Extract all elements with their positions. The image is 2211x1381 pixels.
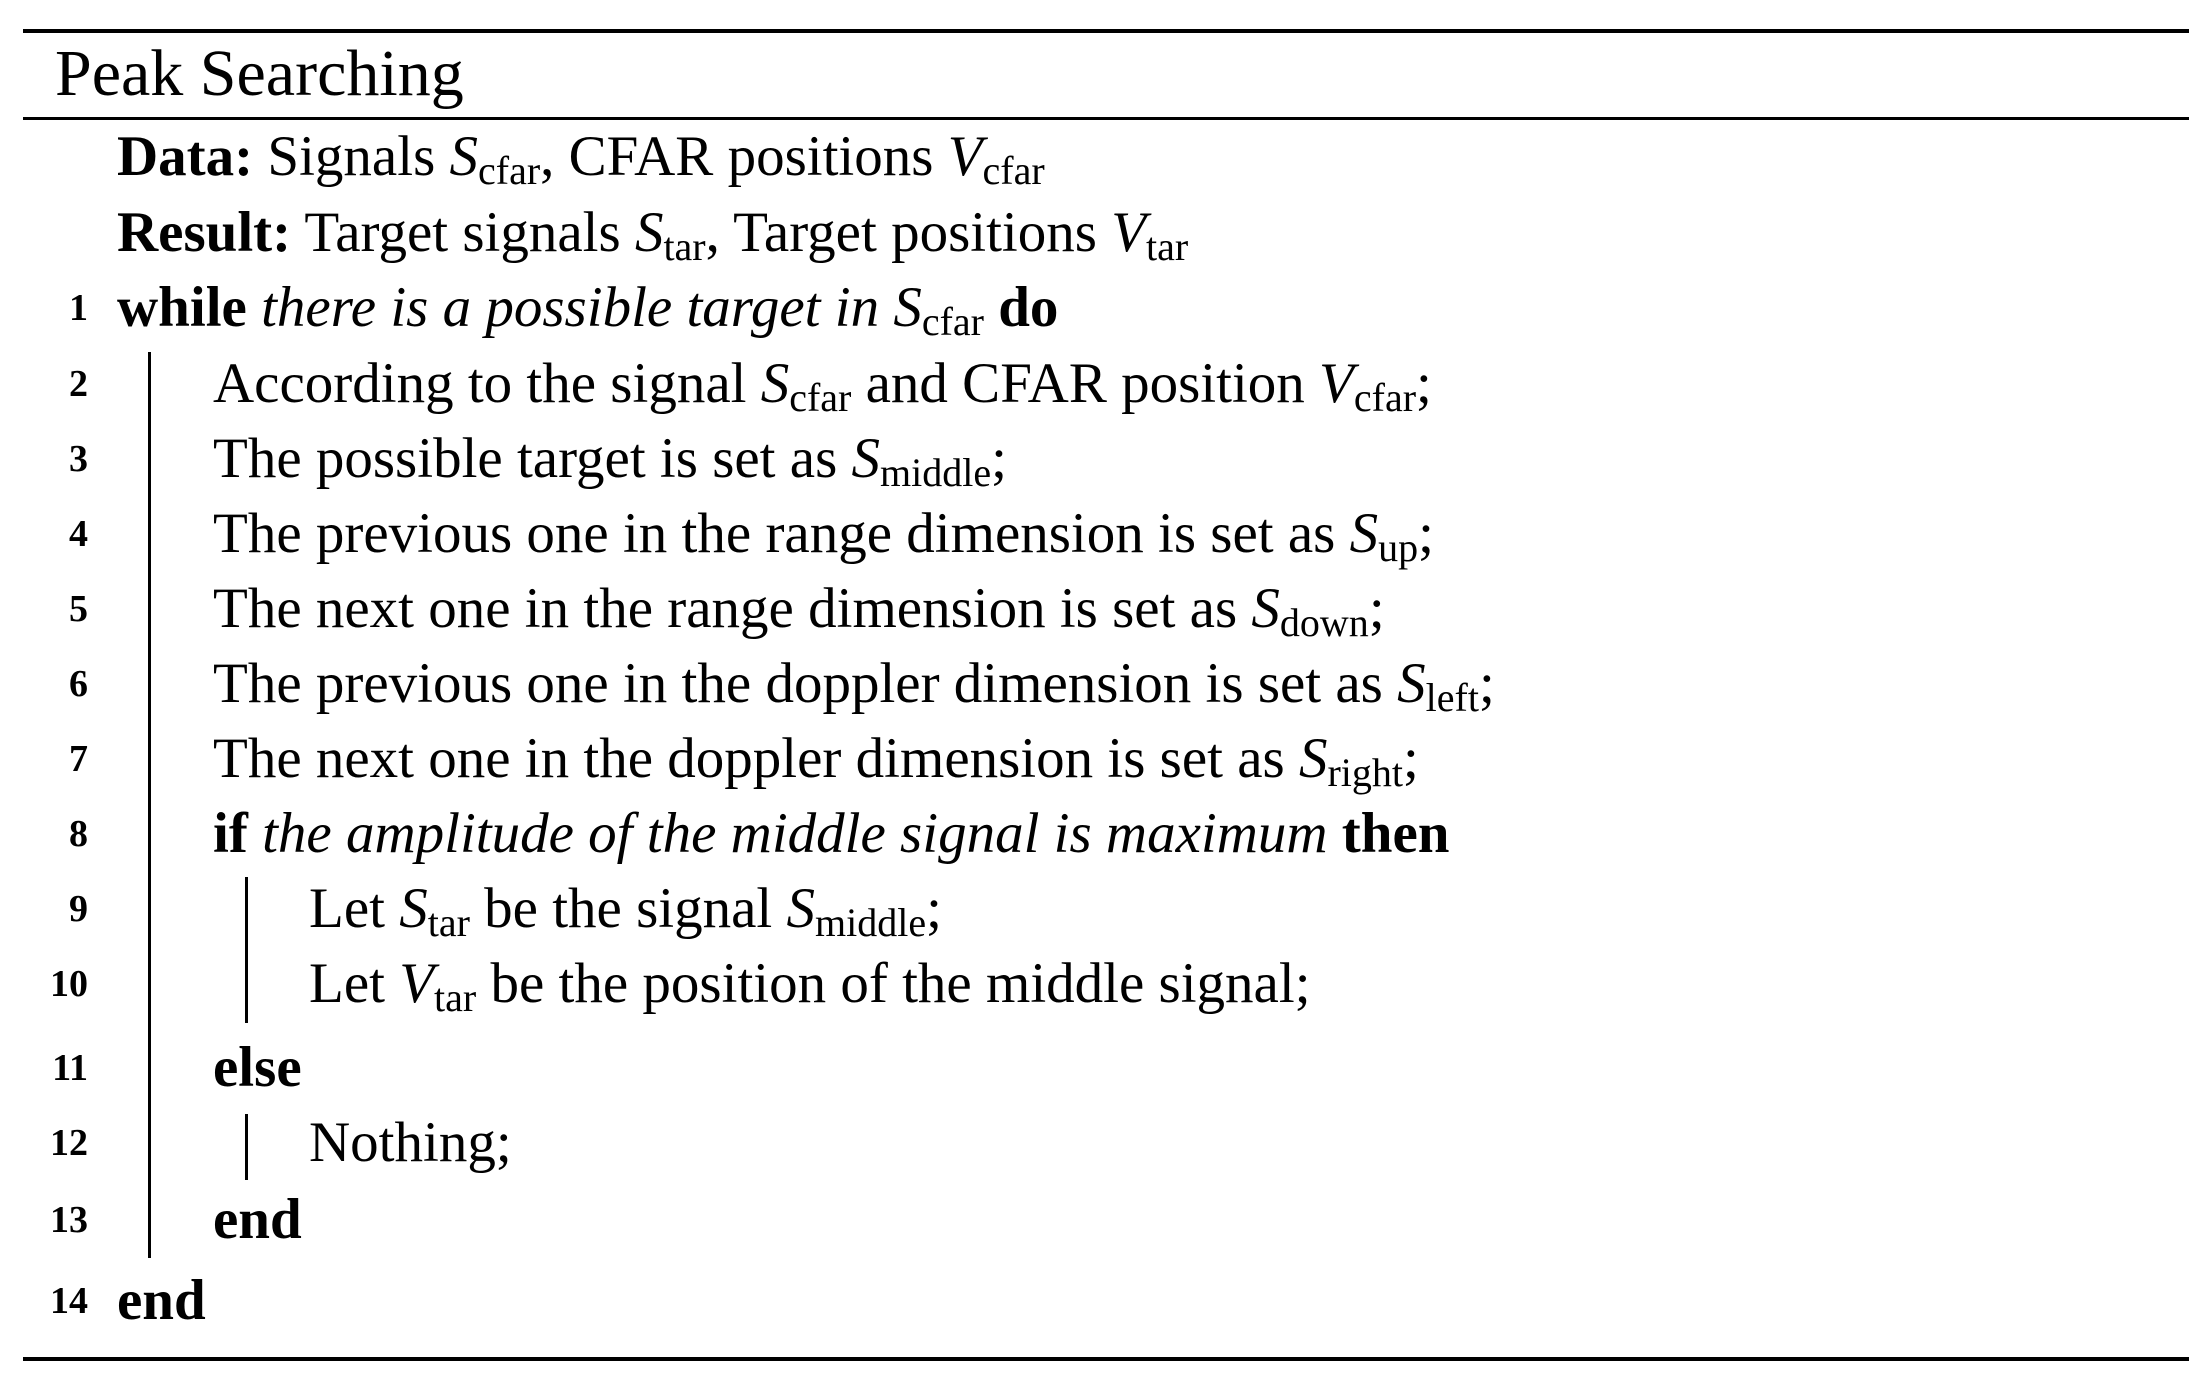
line-number: 2 [69,363,88,405]
line-text: ; [926,877,942,940]
algo-line-9 [309,874,942,944]
data-text: , CFAR positions [540,125,948,188]
line-number: 7 [69,738,88,780]
algo-line-7 [213,724,1419,794]
line-text: be the position of the middle signal; [476,952,1311,1015]
math-var: S [786,877,815,940]
math-sub: middle [880,450,992,495]
math-sub: tar [434,975,477,1020]
algo-line-2 [213,349,1432,419]
line-text: The previous one in the doppler dimension is set as [213,652,1398,715]
math-var: V [399,952,435,1015]
algo-line-3 [213,424,1007,494]
data-text: Signals [267,125,450,188]
keyword-while: while [117,276,247,339]
math-var: S [449,125,478,188]
math-var: S [1251,577,1280,640]
math-sub: cfar [982,148,1045,193]
math-var: S [851,427,880,490]
math-sub: up [1378,525,1419,570]
keyword-end: end [117,1269,206,1332]
algo-line-1 [117,273,1058,343]
math-sub: tar [1146,224,1189,269]
line-text: The next one in the doppler dimension is set as [213,727,1299,790]
line-text: The previous one in the range dimension is set as [213,502,1350,565]
line-number: 8 [69,813,88,855]
math-sub: tar [663,224,706,269]
line-text: ; [1416,352,1432,415]
line-number: 4 [69,513,88,555]
line-number: 6 [69,663,88,705]
line-number: 12 [50,1122,88,1164]
math-var: V [1111,201,1147,264]
line-text: be the signal [469,877,787,940]
line-text: The next one in the range dimension is set as [213,577,1252,640]
math-sub: cfar [478,148,541,193]
algo-line-10 [309,949,1311,1019]
math-sub: middle [815,900,927,945]
line-text: Let [309,877,400,940]
result-line [117,198,1188,268]
math-var: V [1319,352,1354,415]
result-label: Result: [117,201,292,264]
else-block-bar [245,1114,248,1180]
line-number: 5 [69,588,88,630]
math-sub: cfar [789,375,852,420]
line-number: 1 [69,287,88,329]
line-text: Nothing; [309,1111,512,1174]
math-var: V [947,125,983,188]
line-text: ; [1403,727,1419,790]
math-sub: left [1425,675,1479,720]
line-number: 3 [69,438,88,480]
keyword-if: if [213,802,248,865]
data-label: Data: [117,125,254,188]
while-block-bar [148,352,151,1258]
math-var: S [893,276,922,339]
line-number: 11 [52,1047,88,1089]
algo-line-12 [309,1108,512,1178]
caption-rule [23,117,2189,120]
algo-line-8 [213,799,1449,869]
line-text: The possible target is set as [213,427,852,490]
line-number: 13 [50,1199,88,1241]
math-sub: right [1327,750,1403,795]
result-text: Target signals [291,201,635,264]
algo-line-14 [117,1266,206,1336]
data-line [117,122,1045,192]
math-var: S [1397,652,1426,715]
result-text: , Target positions [705,201,1112,264]
keyword-else: else [213,1036,302,1099]
line-text: ; [991,427,1007,490]
math-sub: tar [427,900,470,945]
line-text: ; [1368,577,1385,640]
math-sub: cfar [921,299,984,344]
keyword-end: end [213,1188,302,1251]
keyword-do: do [998,276,1059,339]
math-var: S [1349,502,1379,565]
top-rule [23,29,2189,33]
algo-line-4 [213,499,1434,569]
math-var: S [1298,727,1328,790]
algo-line-13 [213,1185,302,1255]
line-number: 9 [69,888,88,930]
math-var: S [760,352,790,415]
math-sub: cfar [1353,375,1417,420]
algorithm-caption: Peak Searching [55,37,464,110]
line-text: ; [1478,652,1495,715]
math-var: S [399,877,428,940]
line-text: and CFAR position [851,352,1320,415]
condition-text: the amplitude of the middle signal is maximum [247,802,1342,865]
bottom-rule [23,1357,2189,1361]
line-text: According to the signal [213,352,761,415]
line-number: 10 [50,963,88,1005]
keyword-then: then [1341,802,1450,865]
line-text: Let [309,952,400,1015]
algo-line-5 [213,574,1385,644]
line-text: ; [1418,502,1434,565]
math-sub: down [1279,600,1369,645]
math-var: S [634,201,664,264]
line-number: 14 [50,1280,88,1322]
algo-line-11 [213,1033,302,1103]
if-block-bar [245,877,248,1023]
condition-text: there is a possible target in [246,276,894,339]
algo-line-6 [213,649,1495,719]
